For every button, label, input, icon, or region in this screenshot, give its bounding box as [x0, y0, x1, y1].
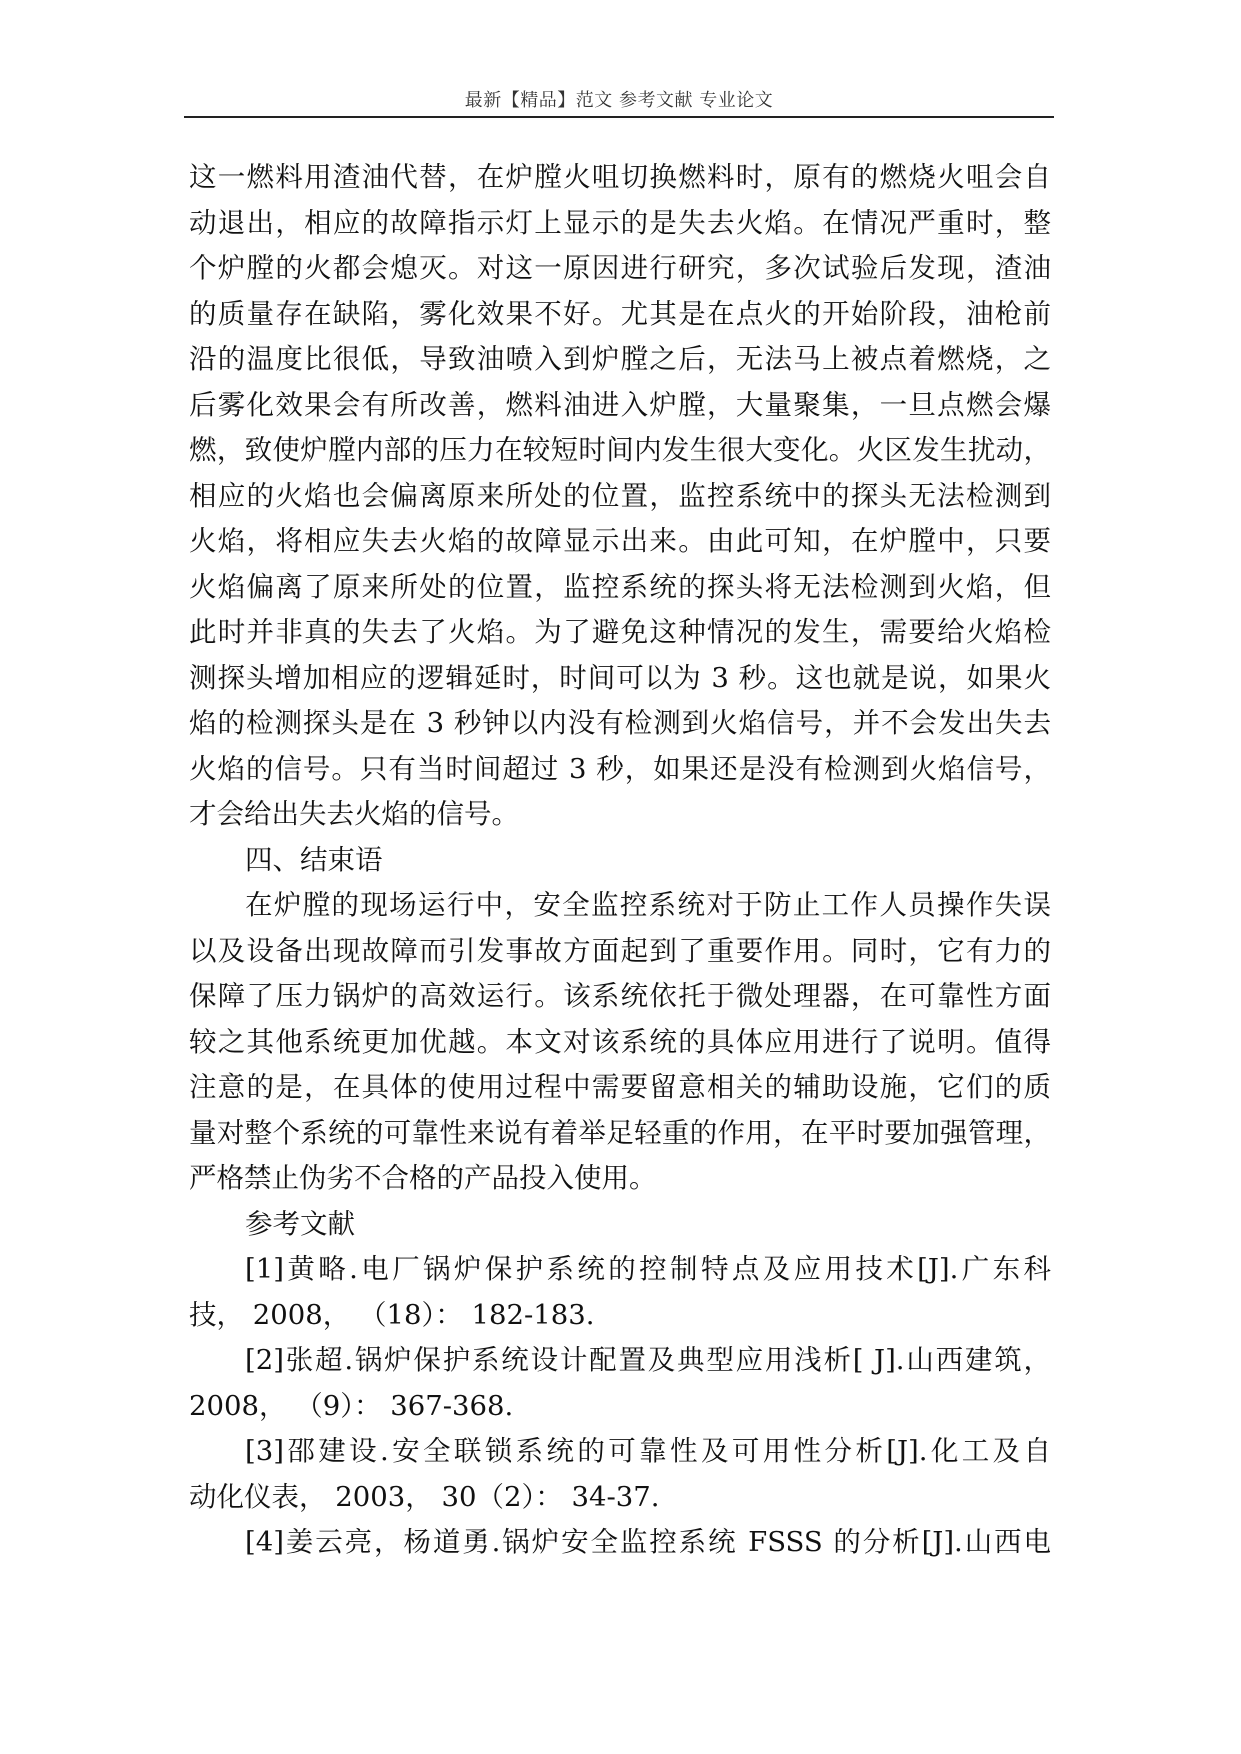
text-line: 火焰，将相应失去火焰的故障显示出来。由此可知，在炉膛中，只要	[189, 525, 1051, 557]
text-line: 燃，致使炉膛内部的压力在较短时间内发生很大变化。火区发生扰动，	[189, 434, 1051, 466]
text-line: 的质量存在缺陷，雾化效果不好。尤其是在点火的开始阶段，油枪前	[189, 297, 1051, 330]
text-line: 以及设备出现故障而引发事故方面起到了重要作用。同时，它有力的	[189, 934, 1051, 967]
text-line: 测探头增加相应的逻辑延时，时间可以为 3 秒。这也就是说，如果火	[189, 661, 1051, 694]
text-line: 才会给出失去火焰的信号。	[189, 798, 519, 830]
section-heading: 四、结束语	[245, 843, 383, 876]
body-text	[189, 155, 1051, 1566]
reference-line: [1]黄略.电厂锅炉保护系统的控制特点及应用技术[J].广东科	[245, 1253, 1051, 1285]
text-line: 这一燃料用渣油代替，在炉膛火咀切换燃料时，原有的燃烧火咀会自	[189, 161, 1051, 193]
text-line: 保障了压力锅炉的高效运行。该系统依托于微处理器，在可靠性方面	[189, 980, 1051, 1012]
text-line: 后雾化效果会有所改善，燃料油进入炉膛，大量聚集，一旦点燃会爆	[189, 388, 1051, 421]
references-heading: 参考文献	[245, 1207, 355, 1240]
reference-line: 2008， （9）： 367-368.	[189, 1389, 514, 1422]
text-line: 注意的是，在具体的使用过程中需要留意相关的辅助设施，它们的质	[189, 1071, 1051, 1103]
text-line: 火焰的信号。只有当时间超过 3 秒，如果还是没有检测到火焰信号，	[189, 752, 1051, 785]
header-divider	[184, 116, 1054, 118]
text-line: 个炉膛的火都会熄灭。对这一原因进行研究，多次试验后发现，渣油	[189, 252, 1051, 284]
reference-line: 动化仪表， 2003， 30（2）： 34-37.	[189, 1480, 660, 1513]
text-line: 在炉膛的现场运行中，安全监控系统对于防止工作人员操作失误	[245, 889, 1051, 921]
text-line: 严格禁止伪劣不合格的产品投入使用。	[189, 1162, 657, 1194]
reference-line: [3]邵建设.安全联锁系统的可靠性及可用性分析[J].化工及自	[245, 1435, 1051, 1467]
text-line: 较之其他系统更加优越。本文对该系统的具体应用进行了说明。值得	[189, 1025, 1051, 1058]
text-line: 此时并非真的失去了火焰。为了避免这种情况的发生，需要给火焰检	[189, 616, 1051, 648]
reference-line: [2]张超.锅炉保护系统设计配置及典型应用浅析[ J].山西建筑，	[245, 1344, 1051, 1376]
reference-line: 技， 2008， （18）： 182-183.	[189, 1298, 595, 1331]
reference-line: [4]姜云亮，杨道勇.锅炉安全监控系统 FSSS 的分析[J].山西电	[245, 1526, 1051, 1558]
text-line: 动退出，相应的故障指示灯上显示的是失去火焰。在情况严重时，整	[189, 206, 1051, 239]
text-line: 焰的检测探头是在 3 秒钟以内没有检测到火焰信号，并不会发出失去	[189, 707, 1051, 739]
text-line: 火焰偏离了原来所处的位置，监控系统的探头将无法检测到火焰，但	[189, 570, 1051, 603]
text-line: 量对整个系统的可靠性来说有着举足轻重的作用，在平时要加强管理，	[189, 1116, 1051, 1149]
page-header: 最新【精品】范文 参考文献 专业论文	[464, 90, 774, 111]
text-line: 沿的温度比很低，导致油喷入到炉膛之后，无法马上被点着燃烧，之	[189, 343, 1051, 375]
text-line: 相应的火焰也会偏离原来所处的位置，监控系统中的探头无法检测到	[189, 479, 1051, 512]
